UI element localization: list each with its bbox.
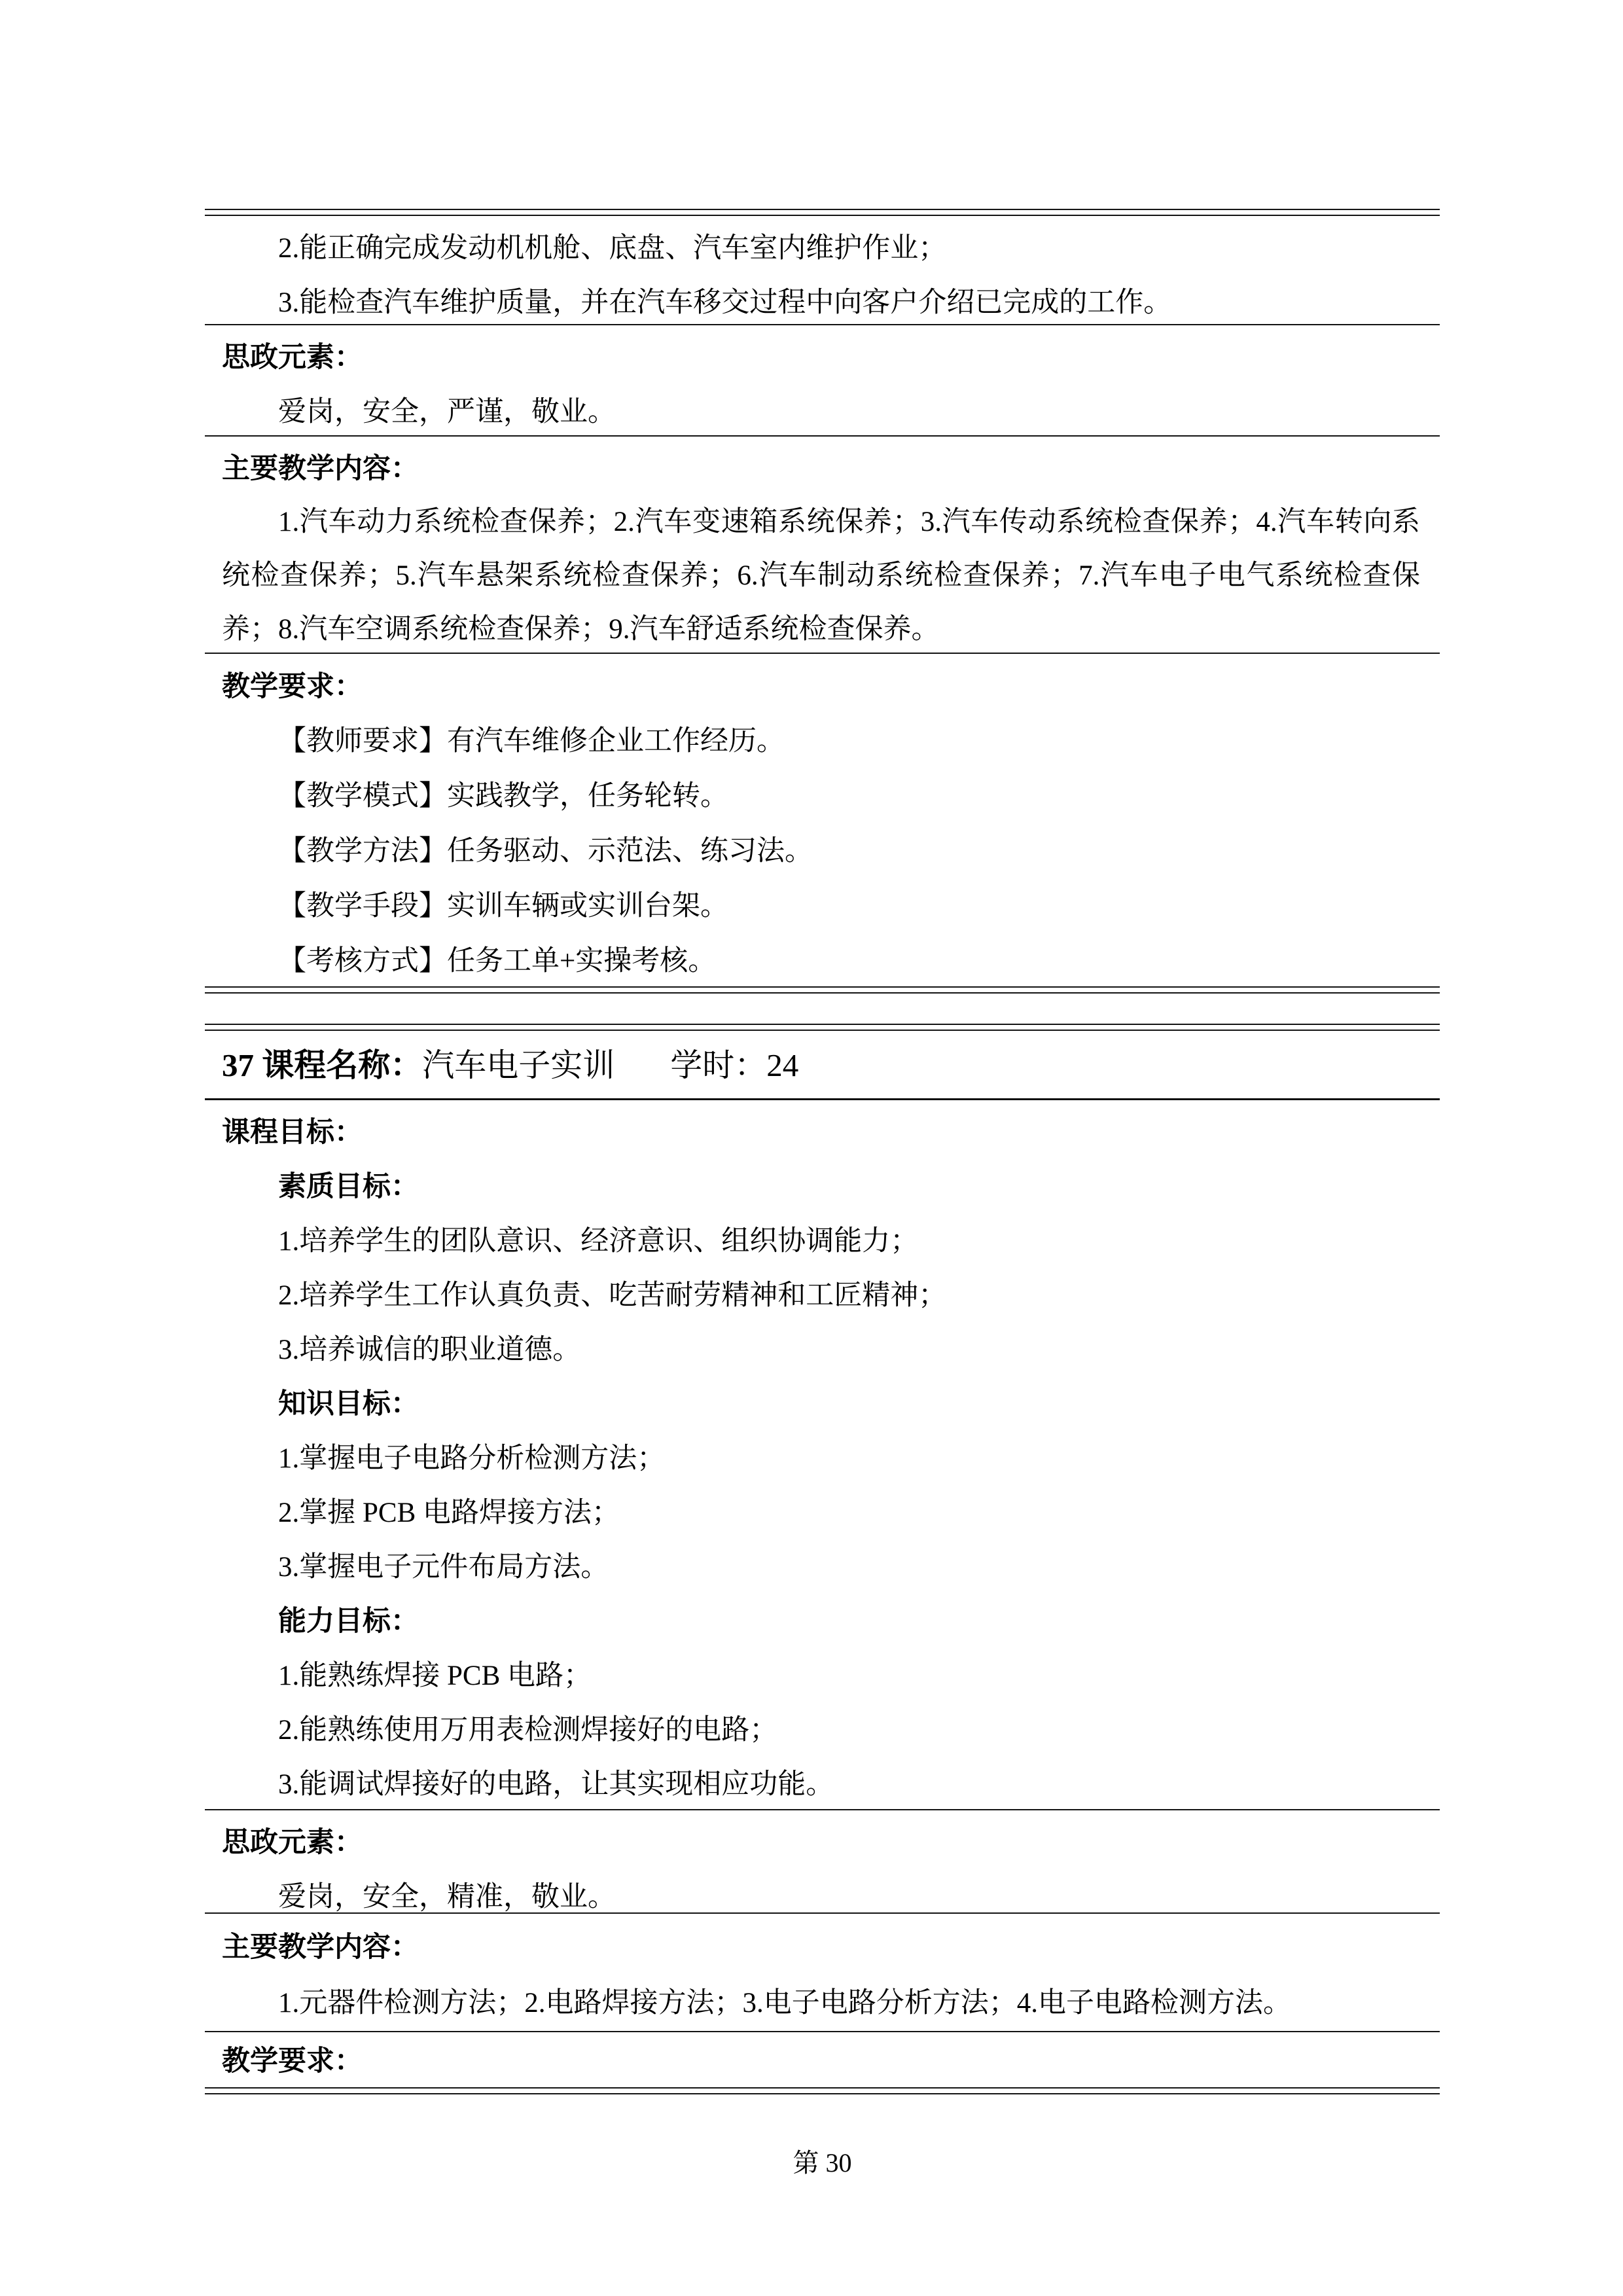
section-heading-sizheng: 思政元素： [222, 342, 363, 373]
hours-label: 学时： [670, 1047, 767, 1083]
knowledge-item: 2.掌握 PCB 电路焊接方法； [278, 1498, 620, 1528]
quality-item: 1.培养学生的团队意识、经济意识、组织协调能力； [278, 1226, 919, 1257]
requirement-item: 【教学模式】实践教学，任务轮转。 [278, 781, 728, 812]
subheading-knowledge: 知识目标： [278, 1388, 419, 1420]
divider-table-top [205, 1024, 1440, 1031]
section-heading-requirements: 教学要求： [222, 2045, 363, 2077]
hours-value: 24 [766, 1047, 799, 1083]
divider-table-bottom [205, 986, 1440, 994]
course-name: 汽车电子实训 [422, 1047, 615, 1083]
section-heading-requirements: 教学要求： [222, 671, 363, 702]
course37-requirements-row [205, 2032, 1440, 2087]
ability-item: 1.能熟练焊接 PCB 电路； [278, 1660, 592, 1691]
subheading-quality: 素质目标： [278, 1171, 419, 1202]
course36-requirements-row [205, 654, 1440, 986]
requirement-item: 【教学手段】实训车辆或实训台架。 [278, 891, 728, 922]
knowledge-item: 1.掌握电子电路分析检测方法； [278, 1443, 666, 1474]
ability-item: 3.能调试焊接好的电路，让其实现相应功能。 [278, 1769, 834, 1800]
section-heading-content: 主要教学内容： [222, 1931, 419, 1963]
section-heading-content: 主要教学内容： [222, 453, 419, 484]
page-number: 第 30 [793, 2148, 852, 2178]
ability-item: 2.能熟练使用万用表检测焊接好的电路； [278, 1715, 778, 1746]
quality-item: 3.培养诚信的职业道德。 [278, 1335, 581, 1365]
course-number-label: 37 课程名称： [222, 1047, 423, 1083]
requirement-item: 【教学方法】任务驱动、示范法、练习法。 [278, 836, 813, 867]
section-heading-sizheng: 思政元素： [222, 1827, 363, 1858]
table-gap [205, 994, 1440, 1024]
course37-goals-row [205, 1100, 1440, 1809]
content-paragraph: 1.汽车动力系统检查保养；2.汽车变速箱系统保养；3.汽车传动系统检查保养；4.汽车转向系统检查保养；5.汽车悬架系统检查保养；6.汽车制动系统检查保养；7.汽车电子电气系统检查保养；8.汽车空调系统检查保养；9.汽车舒适系统检查保养。 [222, 507, 1420, 645]
divider-page-cut [205, 2087, 1440, 2094]
course37-title-row [205, 1031, 1440, 1098]
requirement-item: 【教师要求】有汽车维修企业工作经历。 [278, 726, 785, 757]
quality-item: 2.培养学生工作认真负责、吃苦耐劳精神和工匠精神； [278, 1280, 947, 1311]
course36-sizheng-row [205, 325, 1440, 435]
ability-item: 2.能正确完成发动机机舱、底盘、汽车室内维护作业； [278, 233, 947, 264]
divider-table-top [205, 209, 1440, 216]
course-title [222, 1043, 1420, 1088]
sizheng-content: 爱岗，安全，严谨，敬业。 [278, 397, 616, 427]
course36-ability-items-row [205, 216, 1440, 324]
subheading-ability: 能力目标： [278, 1605, 419, 1637]
course37-content-row [205, 1914, 1440, 2031]
requirement-item: 【考核方式】任务工单+实操考核。 [278, 946, 717, 977]
content-paragraph: 1.元器件检测方法；2.电路焊接方法；3.电子电路分析方法；4.电子电路检测方法。 [278, 1988, 1291, 2018]
course37-sizheng-row [205, 1810, 1440, 1912]
sizheng-content: 爱岗，安全，精准，敬业。 [278, 1882, 616, 1912]
knowledge-item: 3.掌握电子元件布局方法。 [278, 1552, 609, 1583]
syllabus-table [205, 209, 1440, 2183]
course36-content-row [205, 437, 1440, 653]
ability-item: 3.能检查汽车维护质量，并在汽车移交过程中向客户介绍已完成的工作。 [278, 287, 1172, 318]
section-heading-goals: 课程目标： [222, 1117, 363, 1148]
